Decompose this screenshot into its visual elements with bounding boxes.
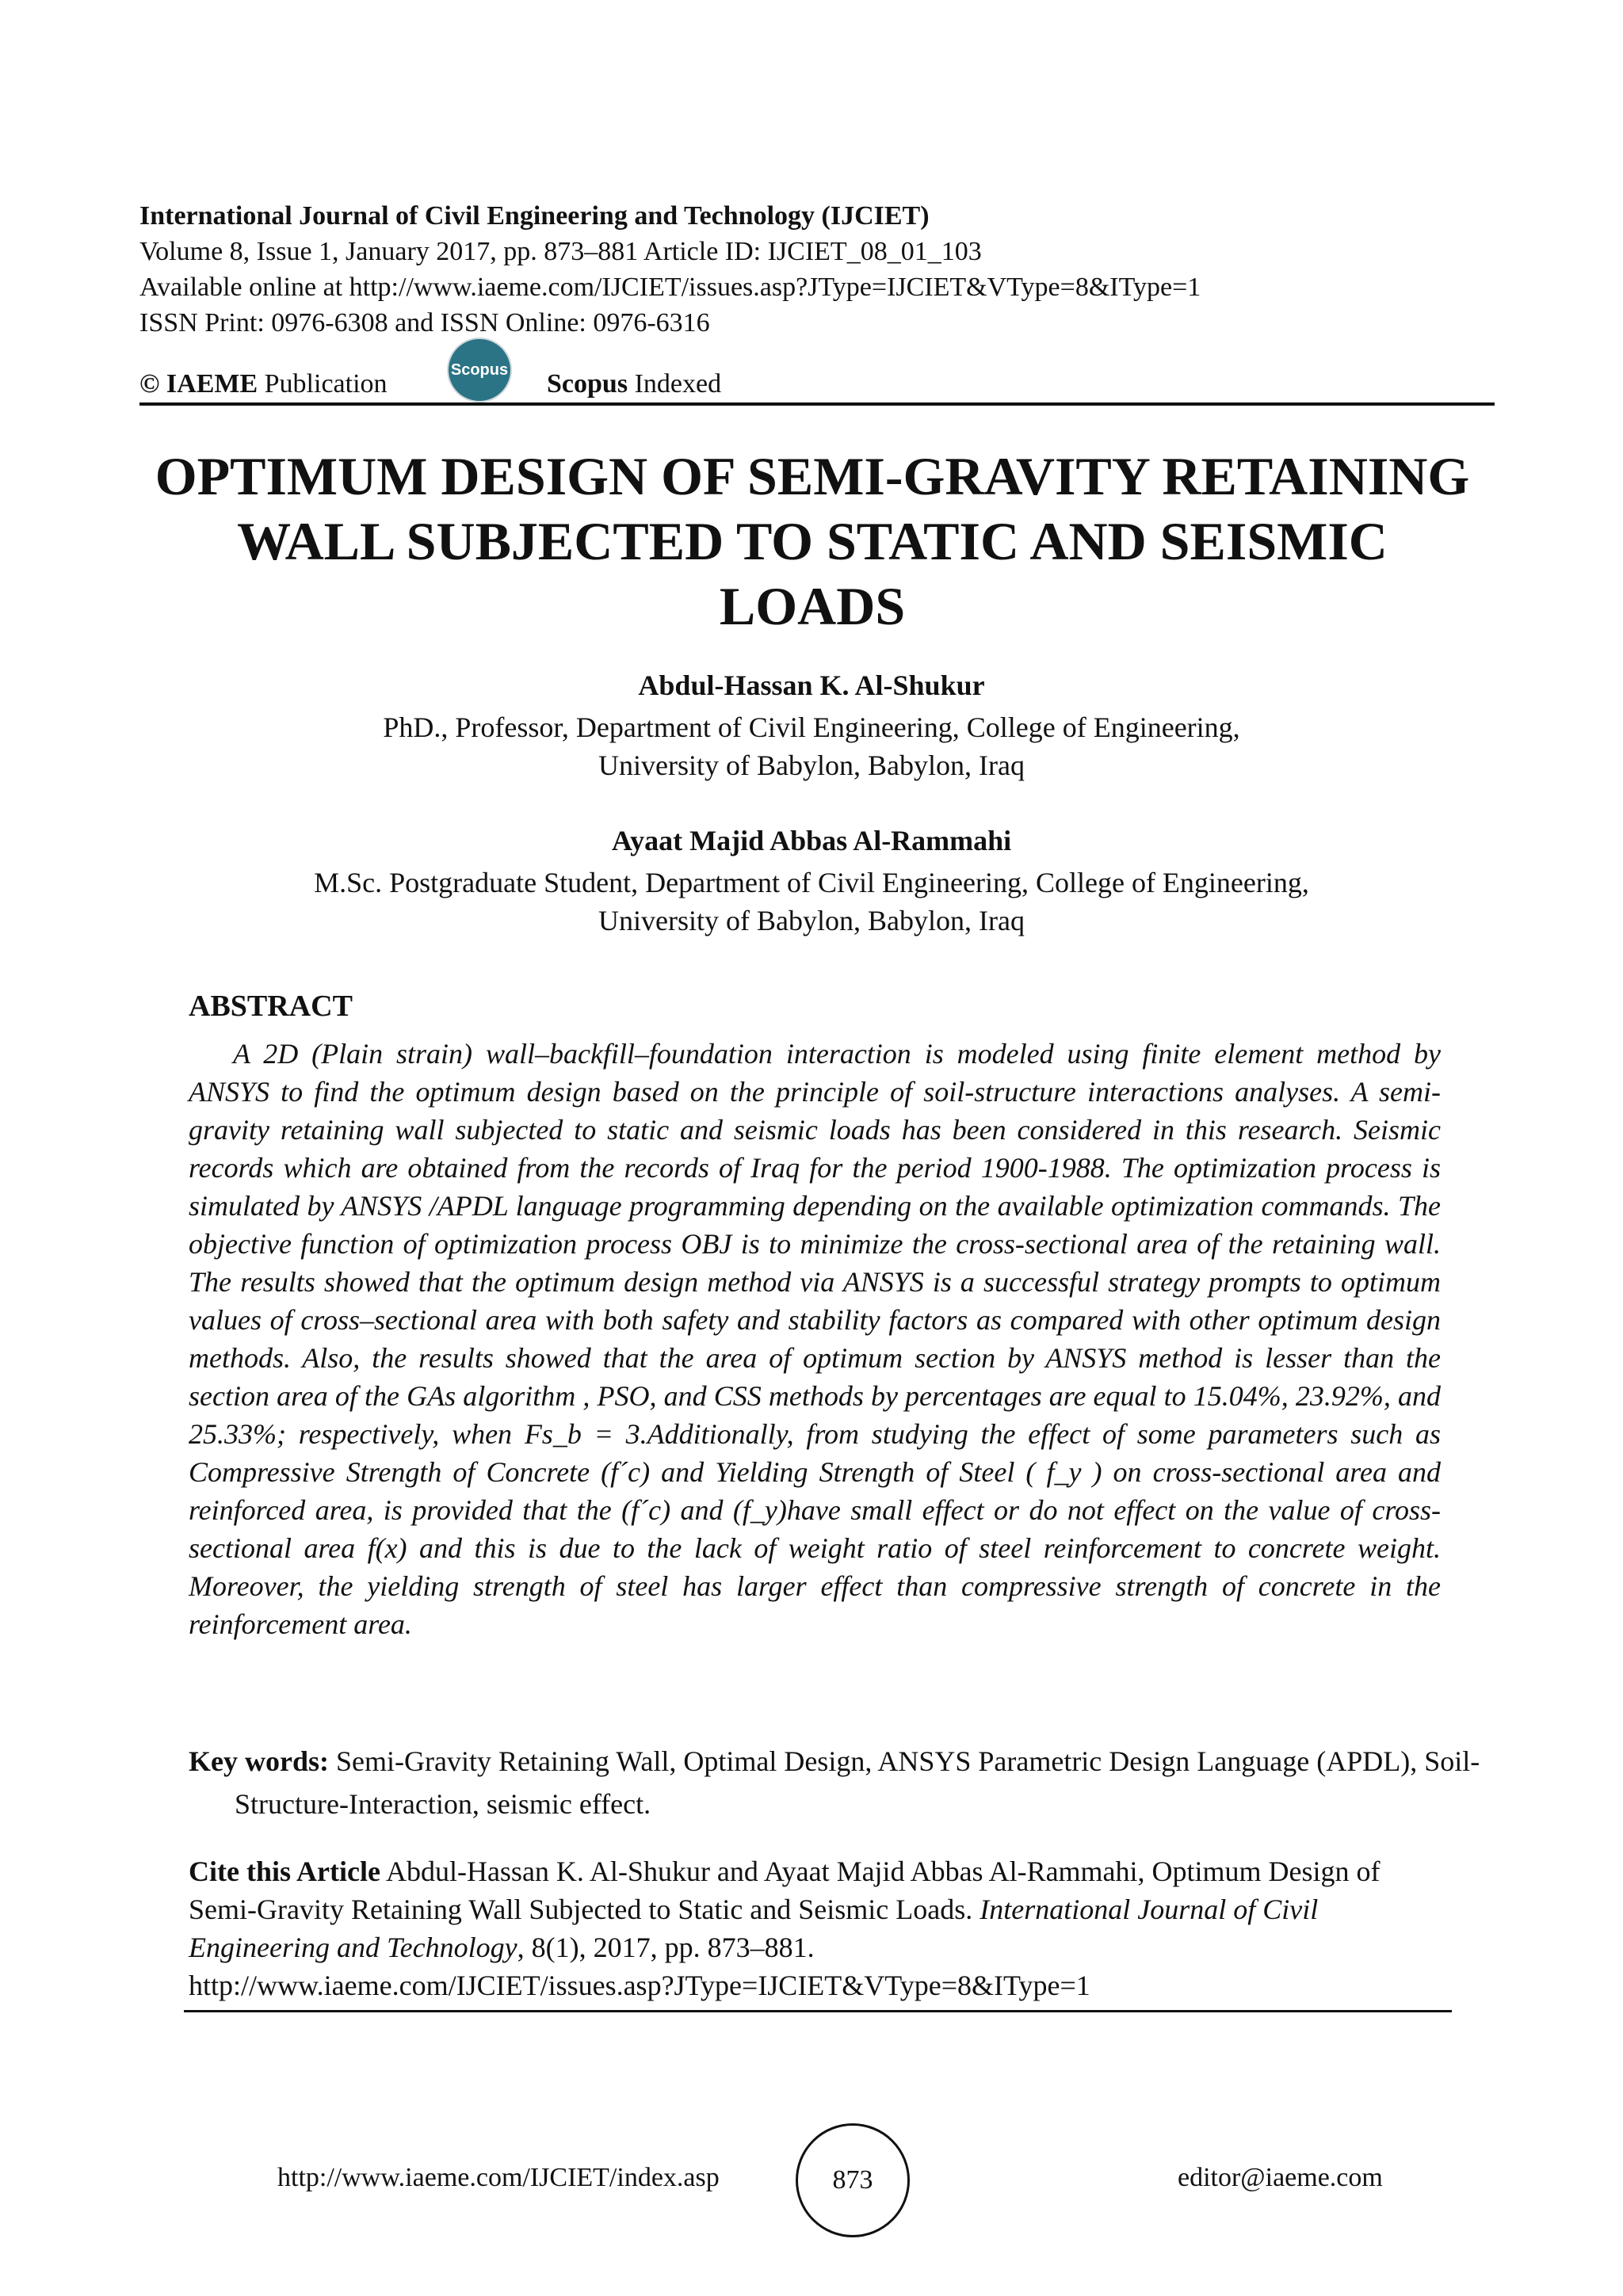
publisher-name: IAEME [166, 369, 258, 399]
author-block [0, 824, 1623, 940]
keywords [189, 1740, 1534, 1825]
title-line: LOADS [719, 576, 906, 636]
volume-line: Volume 8, Issue 1, January 2017, pp. 873–881 Article ID: IJCIET_08_01_103 [139, 237, 982, 266]
author-name: Ayaat Majid Abbas Al-Rammahi [611, 825, 1012, 856]
cite-label: Cite this Article [189, 1855, 380, 1887]
footer-email[interactable]: editor@iaeme.com [1178, 2163, 1383, 2192]
article-title [95, 444, 1529, 639]
scopus-label: Scopus [547, 369, 628, 399]
cite-details: , 8(1), 2017, pp. 873–881. [517, 1932, 815, 1963]
abstract-heading: ABSTRACT [189, 990, 353, 1023]
author-affiliation: M.Sc. Postgraduate Student, Department of Civil Engineering, College of Engineering, [314, 867, 1309, 898]
indexed-label: Indexed [634, 369, 722, 399]
footer-url[interactable]: http://www.iaeme.com/IJCIET/index.asp [277, 2163, 720, 2192]
author-block [0, 669, 1623, 784]
author-affiliation: University of Babylon, Babylon, Iraq [598, 749, 1025, 781]
publication-line [139, 360, 1495, 404]
journal-header [139, 198, 1201, 341]
issn-line: ISSN Print: 0976-6308 and ISSN Online: 0976-6316 [139, 308, 710, 338]
available-line: Available online at http://www.iaeme.com/IJCIET/issues.asp?JType=IJCIET&VType=8&IType=1 [139, 273, 1201, 302]
header-divider [139, 402, 1495, 406]
cite-text: Abdul-Hassan K. Al-Shukur and Ayaat Majid Abbas Al-Rammahi, Optimum Design of Semi-Gravity Retaining Wall Subjected to Static and Seismic Loads. [189, 1855, 1381, 1925]
author-name: Abdul-Hassan K. Al-Shukur [638, 669, 985, 701]
publisher-credit [139, 369, 388, 399]
publisher-suffix: Publication [264, 369, 388, 399]
cite-journal: International Journal of Civil Engineering and Technology [189, 1894, 1319, 1963]
scopus-logo-icon: Scopus [447, 338, 512, 402]
abstract-text: A 2D (Plain strain) wall–backfill–foundation interaction is modeled using finite element method by ANSYS to find the optimum design based on the principle of soil-structure interactions analyses. A semi-gravity retaining wall subjected to static and seismic loads has been considered in this research. Seismic records which are obtained from the records of Iraq for the period 1900-1988. The optimization process is simulated by ANSYS /APDL language programming depending on the available optimization commands. The objective function of optimization process OBJ is to minimize the cross-sectional area of the retaining wall. The results showed that the optimum design method via ANSYS is a successful strategy prompts to optimum values of cross–sectional area with both safety and stability factors as compared with other optimum design methods. Also, the results showed that the area of optimum section by ANSYS method is lesser than the section area of the GAs algorithm , PSO, and CSS methods by percentages are equal to 15.04%, 23.92%, and 25.33%; respectively, when Fs_b = 3.Additionally, from studying the effect of some parameters such as Compressive Strength of Concrete (f´c) and Yielding Strength of Steel ( f_y ) on cross-sectional area and reinforced area, is provided that the (f´c) and (f_y)have small effect or do not effect on the value of cross-sectional area f(x) and this is due to the lack of weight ratio of steel reinforcement to concrete weight. Moreover, the yielding strength of steel has larger effect than compressive strength of concrete in the reinforcement area. [189, 1038, 1441, 1640]
author-affiliation: University of Babylon, Babylon, Iraq [598, 905, 1025, 936]
citation-divider [184, 2010, 1452, 2012]
scopus-indexed [547, 369, 721, 399]
page-number: 873 [796, 2123, 910, 2237]
journal-title: International Journal of Civil Engineering and Technology (IJCIET) [139, 201, 930, 231]
keywords-text: Semi-Gravity Retaining Wall, Optimal Design, ANSYS Parametric Design Language (APDL), Soil-Structure-Interaction, seismic effect. [235, 1745, 1480, 1820]
author-affiliation: PhD., Professor, Department of Civil Engineering, College of Engineering, [383, 711, 1240, 743]
keywords-label: Key words: [189, 1745, 329, 1777]
copyright-symbol: © [139, 369, 160, 399]
title-line: OPTIMUM DESIGN OF SEMI-GRAVITY RETAINING [155, 446, 1470, 506]
citation [189, 1852, 1441, 2004]
cite-url[interactable]: http://www.iaeme.com/IJCIET/issues.asp?JType=IJCIET&VType=8&IType=1 [189, 1970, 1090, 2001]
title-line: WALL SUBJECTED TO STATIC AND SEISMIC [237, 511, 1388, 571]
